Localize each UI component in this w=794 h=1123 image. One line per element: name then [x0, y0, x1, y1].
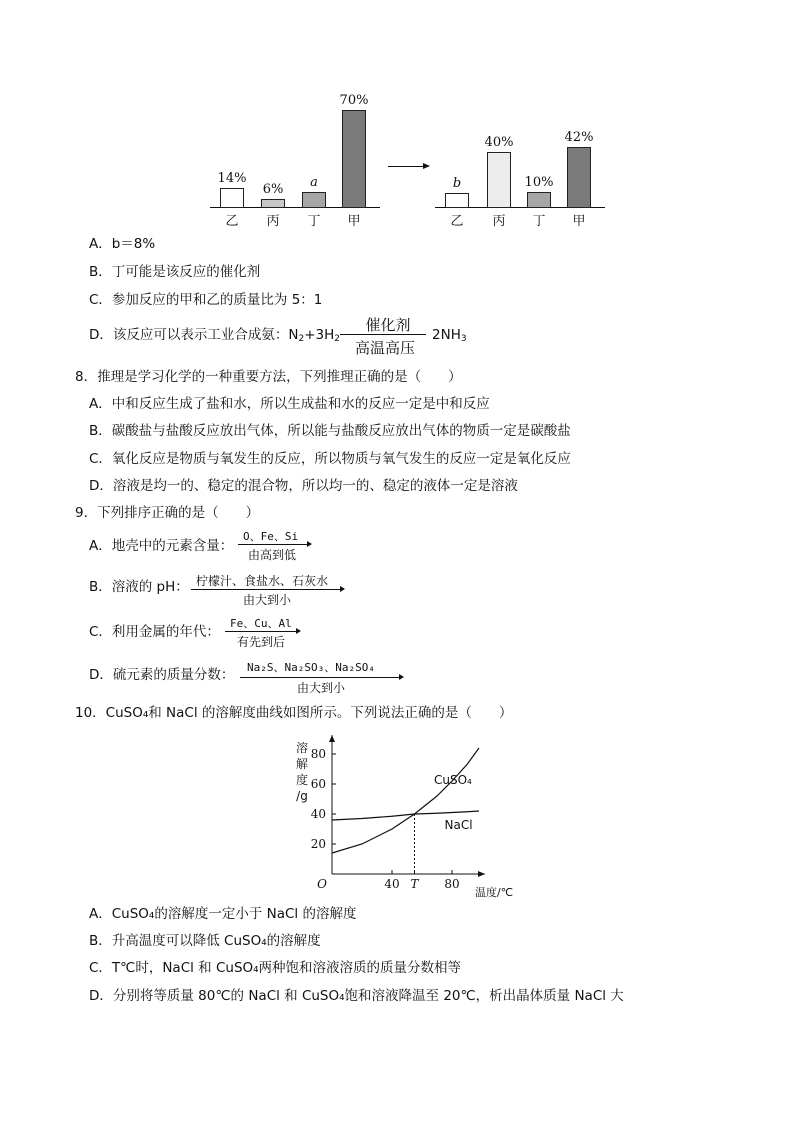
q8-option-b: B．碳酸盐与盐酸反应放出气体，所以能与盐酸反应放出气体的物质一定是碳酸盐: [89, 423, 571, 439]
bar-after-jia: [567, 147, 591, 208]
q9-option-d-bottom: 由大到小: [297, 681, 346, 695]
q8-stem: 8．推理是学习化学的一种重要方法，下列推理正确的是（ ）: [75, 369, 462, 385]
q7-option-d-product: [432, 326, 467, 348]
bar-label: 70%: [339, 93, 369, 108]
q9-option-c-arrow: [225, 631, 299, 632]
origin-label: O: [317, 877, 327, 891]
q7-option-d-mid: +3H: [304, 327, 335, 343]
bar-before-ding: [302, 192, 326, 208]
arrow-head: [340, 586, 345, 592]
reaction-condition-bottom: 高温高压: [354, 339, 415, 357]
q8-option-c: C．氧化反应是物质与氧发生的反应，所以物质与氧气发生的反应一定是氧化反应: [89, 451, 571, 467]
arrow-head: [307, 541, 312, 547]
category-label: 丁: [307, 214, 321, 229]
q10-option-c: C．T℃时，NaCl 和 CuSO₄两种饱和溶液溶质的质量分数相等: [89, 960, 462, 976]
q9-option-b-bottom: 由大到小: [243, 593, 292, 607]
arrow-head: [296, 628, 301, 634]
arrow-head: [423, 163, 430, 169]
category-label: 乙: [225, 214, 239, 229]
q7-option-a: A．b＝8%: [89, 236, 156, 252]
bar-label: 6%: [262, 182, 284, 197]
q7-option-c: C．参加反应的甲和乙的质量比为 5：1: [89, 292, 323, 308]
q7-option-d-text: D．该反应可以表示工业合成氨：N: [89, 327, 299, 343]
category-label: 丁: [532, 214, 546, 229]
q9-option-a-prefix: A．地壳中的元素含量：: [89, 538, 234, 554]
category-label: 甲: [572, 214, 586, 229]
x-tick-label: 40: [384, 877, 400, 891]
x-axis-arrow: [478, 871, 485, 877]
series-label-cuso4: CuSO₄: [434, 773, 472, 787]
q9-option-a-bottom: 由高到低: [248, 548, 297, 562]
q9-option-b-prefix: B．溶液的 pH：: [89, 579, 189, 595]
y-tick-label: 40: [310, 807, 326, 821]
y-axis-label-char: 解: [295, 757, 309, 771]
q10-stem: 10．CuSO₄和 NaCl 的溶解度曲线如图所示。下列说法正确的是（ ）: [75, 705, 513, 721]
bar-after-bing: [487, 152, 511, 208]
x-tick-label: 80: [444, 877, 460, 891]
reaction-condition-line: [340, 334, 426, 335]
q9-option-a-top: O、Fe、Si: [243, 530, 299, 543]
category-label: 丙: [492, 214, 506, 229]
bar-label: 14%: [217, 171, 247, 186]
y-axis-arrow: [329, 735, 335, 742]
bar-after-yi: [445, 193, 469, 208]
arrow-head: [399, 674, 404, 680]
y-tick-label: 60: [310, 777, 326, 791]
bar-before-bing: [261, 199, 285, 208]
q7-option-d-prefix: [89, 326, 340, 348]
q10-option-d: D．分别将等质量 80℃的 NaCl 和 CuSO₄饱和溶液降温至 20℃，析出晶体质量 NaCl 大: [89, 988, 624, 1004]
bar-label: 40%: [484, 135, 514, 150]
q9-option-c-prefix: C．利用金属的年代：: [89, 624, 220, 640]
x-tick-label: T: [410, 877, 419, 891]
bar-label: 42%: [564, 130, 594, 145]
q9-option-c-top: Fe、Cu、Al: [230, 617, 292, 630]
arrow-line: [388, 166, 424, 167]
q8-option-a: A．中和反应生成了盐和水，所以生成盐和水的反应一定是中和反应: [89, 396, 490, 412]
bar-after-ding: [527, 192, 551, 208]
q9-option-d-top: Na₂S、Na₂SO₃、Na₂SO₄: [247, 661, 375, 674]
q9-option-c-bottom: 有先到后: [237, 635, 286, 649]
subscript: 3: [460, 334, 467, 344]
subscript: 2: [334, 334, 341, 344]
series-label-nacl: NaCl: [444, 818, 473, 832]
y-axis-label-char: 度: [295, 773, 309, 787]
q9-stem: 9．下列排序正确的是（ ）: [75, 505, 260, 521]
x-axis-label: 温度/℃: [475, 886, 514, 899]
q9-option-a-arrow: [238, 544, 310, 545]
category-label: 乙: [450, 214, 464, 229]
y-axis-label-char: 溶: [295, 741, 309, 755]
y-tick-label: 80: [310, 747, 326, 761]
q9-option-d-arrow: [240, 677, 402, 678]
y-tick-label: 20: [310, 837, 326, 851]
y-axis-label-char: /g: [296, 789, 308, 803]
series-line-CuSO₄: [332, 748, 479, 853]
solubility-chart: [290, 730, 540, 900]
q9-option-b-top: 柠檬汁、食盐水、石灰水: [196, 574, 329, 588]
bar-label: 10%: [524, 175, 554, 190]
product-text: 2NH: [432, 327, 461, 343]
bar-label: a: [310, 175, 318, 190]
q10-option-b: B．升高温度可以降低 CuSO₄的溶解度: [89, 933, 321, 949]
bar-before-jia: [342, 110, 366, 208]
q7-option-b: B．丁可能是该反应的催化剂: [89, 264, 261, 280]
reaction-condition-top: 催化剂: [365, 316, 411, 334]
q9-option-d-prefix: D．硫元素的质量分数：: [89, 667, 235, 683]
category-label: 甲: [347, 214, 361, 229]
bar-before-yi: [220, 188, 244, 208]
q10-option-a: A．CuSO₄的溶解度一定小于 NaCl 的溶解度: [89, 906, 357, 922]
q8-option-d: D．溶液是均一的、稳定的混合物，所以均一的、稳定的液体一定是溶液: [89, 478, 518, 494]
bar-label: b: [452, 176, 462, 191]
q9-option-b-arrow: [191, 589, 343, 590]
category-label: 丙: [266, 214, 280, 229]
subscript: 2: [298, 334, 305, 344]
